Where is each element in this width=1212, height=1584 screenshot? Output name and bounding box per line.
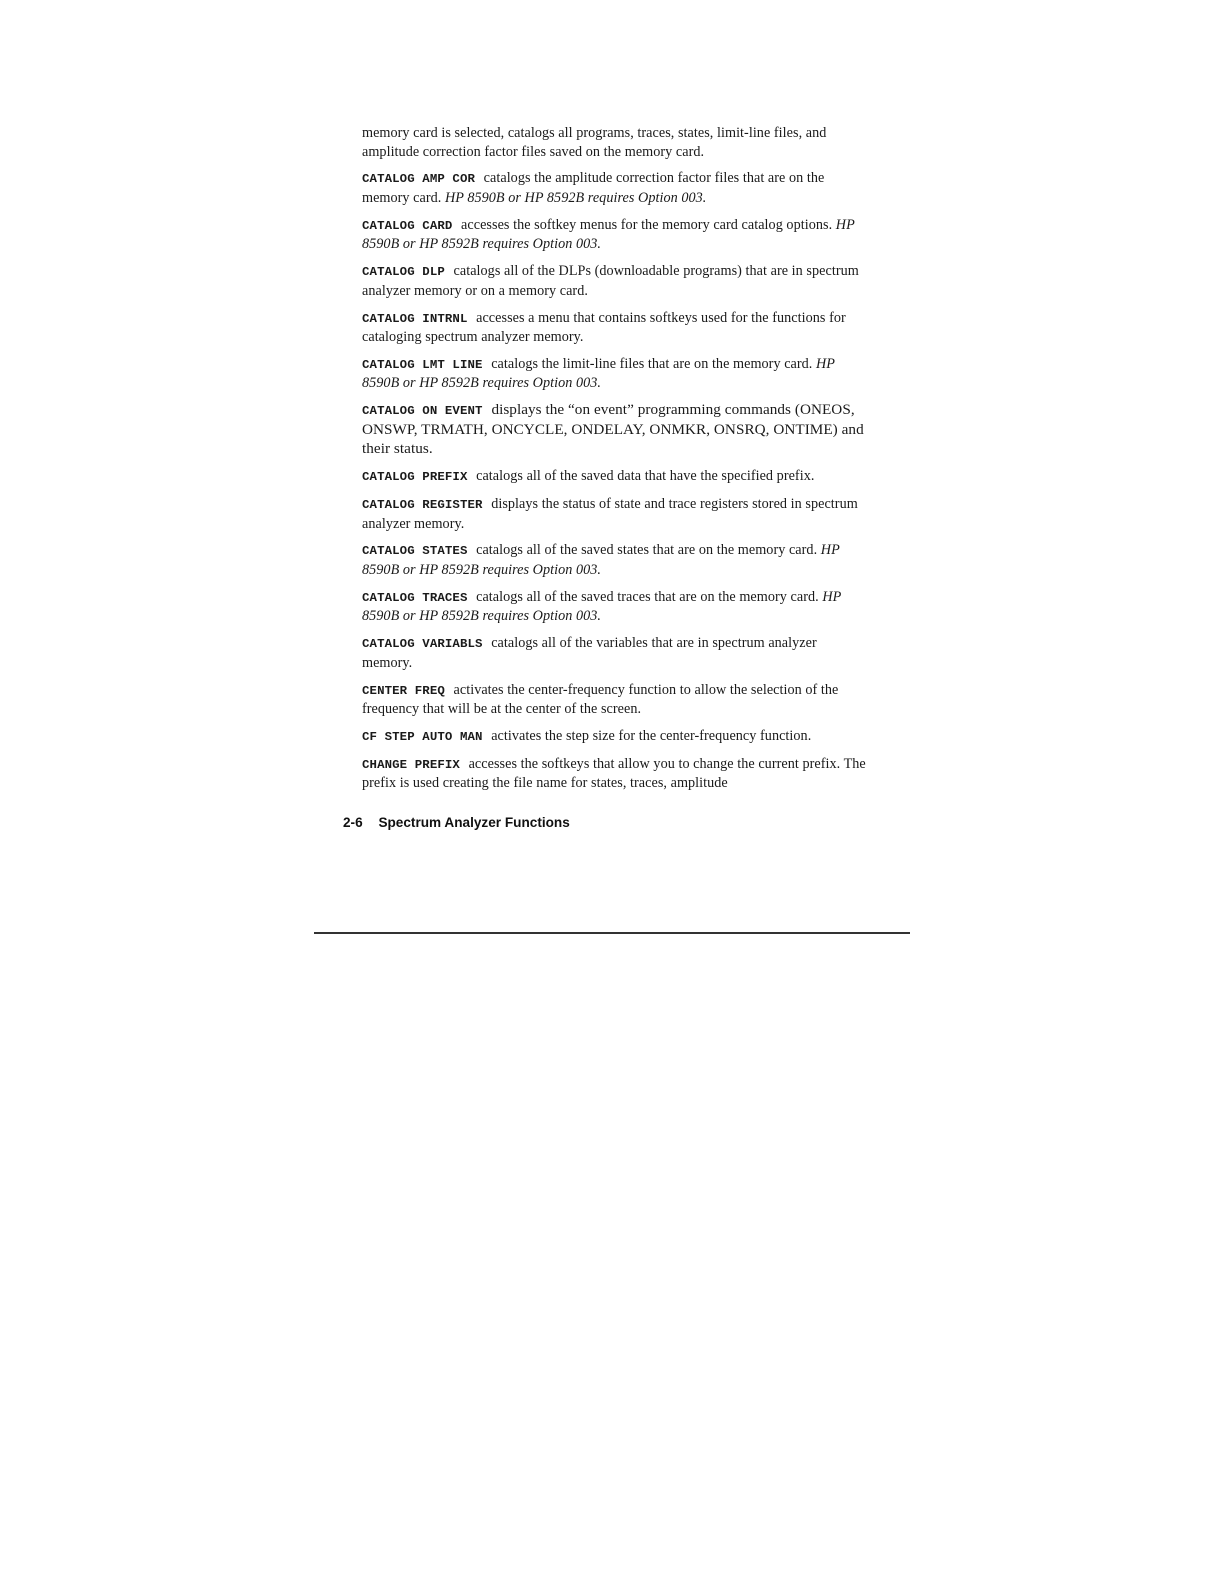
page-body — [362, 124, 868, 801]
entry-change-prefix — [362, 755, 868, 793]
entry-catalog-amp-cor — [362, 169, 868, 207]
softkey-label: CATALOG AMP COR — [362, 172, 476, 187]
entry-catalog-traces — [362, 588, 868, 626]
entry-catalog-prefix — [362, 467, 868, 487]
entry-catalog-intrnl — [362, 309, 868, 347]
entry-catalog-variabls — [362, 634, 868, 672]
entry-catalog-lmt-line — [362, 355, 868, 393]
entry-catalog-dlp — [362, 262, 868, 300]
entry-catalog-register — [362, 495, 868, 533]
entry-description: catalogs all of the saved traces that are on the memory card. — [476, 588, 819, 605]
entry-description: catalogs all of the variables that are in spectrum analyzer memory. — [362, 635, 817, 671]
page-footer — [343, 815, 570, 830]
entry-description: activates the center-frequency function to allow the selection of the frequency that will be at the center of the screen. — [362, 681, 839, 718]
softkey-label: CENTER FREQ — [362, 683, 445, 698]
entry-center-freq — [362, 681, 868, 719]
entry-description: catalogs the amplitude correction factor files that are on the memory card. — [362, 170, 825, 206]
option-note: HP 8590B or HP 8592B requires Option 003. — [362, 216, 855, 253]
entry-description: catalogs all of the saved states that are on the memory card. — [476, 542, 818, 559]
softkey-label: CATALOG PREFIX — [362, 470, 468, 485]
softkey-label: CATALOG CARD — [362, 218, 453, 233]
intro-paragraph: memory card is selected, catalogs all programs, traces, states, limit-line files, and amplitude correction factor files saved on the memory card. — [362, 125, 827, 160]
entry-description: catalogs all of the DLPs (downloadable programs) that are in spectrum analyzer memory or on a memory card. — [362, 263, 859, 299]
page-edge-rule — [314, 932, 910, 934]
option-note: HP 8590B or HP 8592B requires Option 003. — [445, 189, 707, 206]
softkey-label: CATALOG INTRNL — [362, 311, 468, 326]
softkey-label: CATALOG STATES — [362, 544, 468, 559]
softkey-label: CATALOG VARIABLS — [362, 637, 483, 652]
entry-description: activates the step size for the center-frequency function. — [491, 727, 812, 744]
option-note: HP 8590B or HP 8592B requires Option 003. — [362, 588, 842, 625]
entry-description: accesses the softkey menus for the memory card catalog options. — [461, 216, 833, 233]
softkey-label: CATALOG TRACES — [362, 590, 468, 605]
section-title: Spectrum Analyzer Functions — [378, 815, 570, 830]
entry-description: displays the status of state and trace registers stored in spectrum analyzer memory. — [362, 496, 858, 532]
entry-catalog-card — [362, 216, 868, 254]
entry-description: displays the “on event” programming commands (ONEOS, ONSWP, TRMATH, ONCYCLE, ONDELAY, ONMKR, ONSRQ, ONTIME) and their status. — [362, 401, 864, 457]
entry-catalog-on-event — [362, 401, 868, 458]
entry-catalog-states — [362, 541, 868, 579]
softkey-label: CF STEP AUTO MAN — [362, 729, 483, 744]
entry-description: accesses a menu that contains softkeys used for the functions for cataloging spectrum analyzer memory. — [362, 309, 846, 346]
entry-description: catalogs the limit-line files that are on the memory card. — [491, 355, 813, 372]
softkey-label: CATALOG REGISTER — [362, 498, 483, 513]
softkey-label: CATALOG LMT LINE — [362, 357, 483, 372]
entry-description: accesses the softkeys that allow you to change the current prefix. The prefix is used creating the file name for states, traces, amplitude — [362, 755, 866, 792]
entry-cf-step-auto-man — [362, 727, 868, 747]
softkey-label: CATALOG ON EVENT — [362, 404, 483, 419]
option-note: HP 8590B or HP 8592B requires Option 003. — [362, 542, 840, 578]
option-note: HP 8590B or HP 8592B requires Option 003. — [362, 355, 835, 392]
page-number: 2-6 — [343, 815, 363, 830]
softkey-label: CATALOG DLP — [362, 265, 445, 280]
entry-description: catalogs all of the saved data that have the specified prefix. — [476, 468, 815, 485]
softkey-label: CHANGE PREFIX — [362, 757, 460, 772]
